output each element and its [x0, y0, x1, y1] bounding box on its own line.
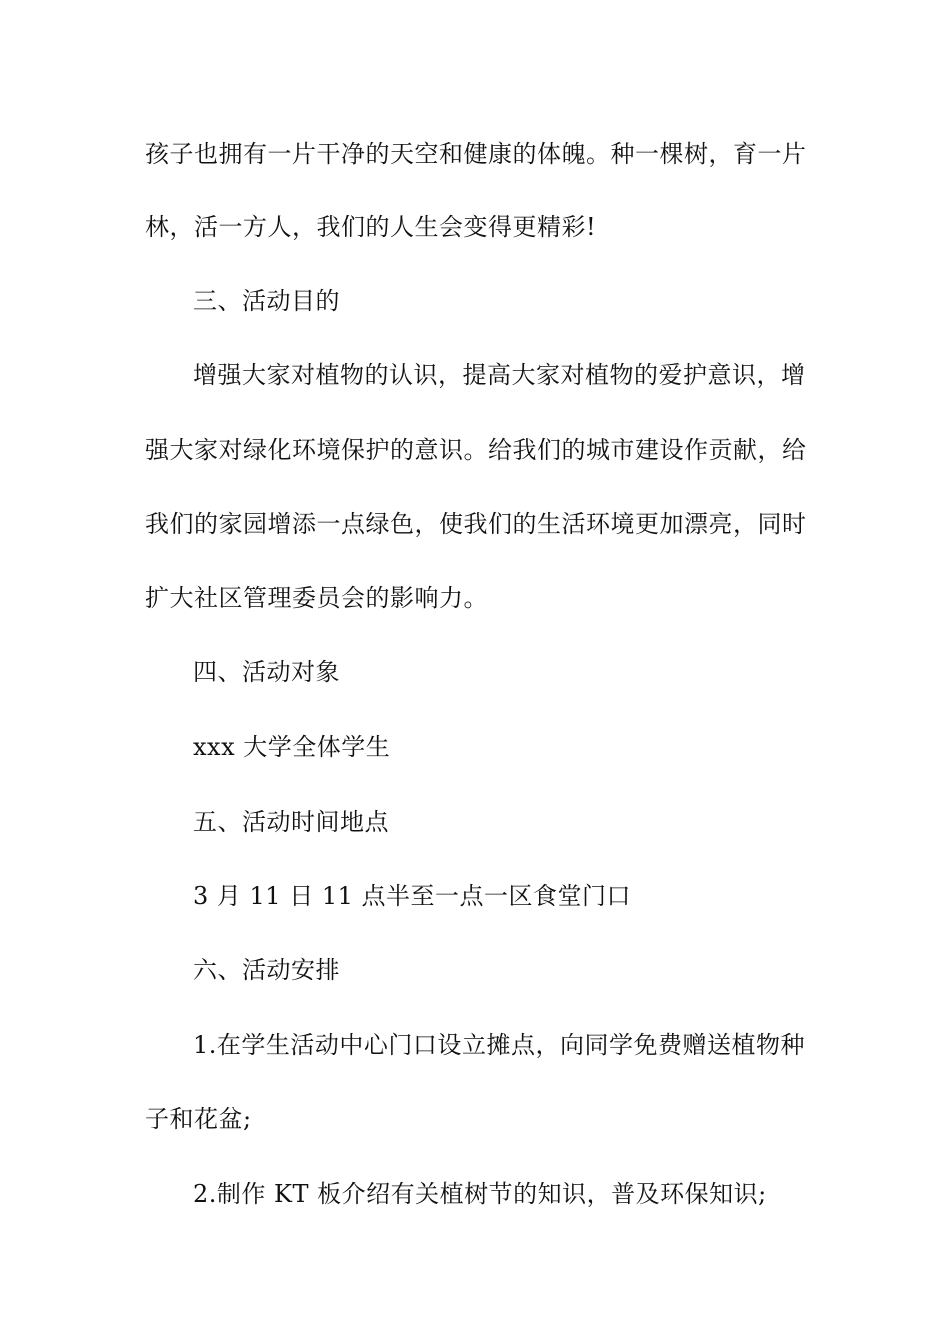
- paragraph-line: 强大家对绿化环境保护的意识。给我们的城市建设作贡献，给: [145, 436, 807, 464]
- paragraph-line: 我们的家园增添一点绿色，使我们的生活环境更加漂亮，同时: [145, 510, 807, 538]
- audience-text: xxx 大学全体学生: [193, 733, 391, 761]
- time-place-text: 3 月 11 日 11 点半至一点一区食堂门口: [193, 882, 631, 910]
- section-heading-audience: 四、活动对象: [193, 658, 340, 686]
- section-heading-time-place: 五、活动时间地点: [193, 808, 389, 836]
- section-heading-arrangement: 六、活动安排: [193, 956, 340, 984]
- paragraph-line: 林，活一方人，我们的人生会变得更精彩!: [145, 213, 597, 241]
- paragraph-line: 扩大社区管理委员会的影响力。: [145, 584, 488, 612]
- list-item: 2.制作 KT 板介绍有关植树节的知识，普及环保知识;: [193, 1180, 767, 1208]
- section-heading-objective: 三、活动目的: [193, 287, 340, 315]
- paragraph-line: 增强大家对植物的认识，提高大家对植物的爱护意识，增: [193, 361, 806, 389]
- list-item-continuation: 子和花盆;: [145, 1105, 252, 1133]
- list-item: 1.在学生活动中心门口设立摊点，向同学免费赠送植物种: [193, 1031, 805, 1059]
- paragraph-line: 孩子也拥有一片干净的天空和健康的体魄。种一棵树，育一片: [145, 140, 807, 168]
